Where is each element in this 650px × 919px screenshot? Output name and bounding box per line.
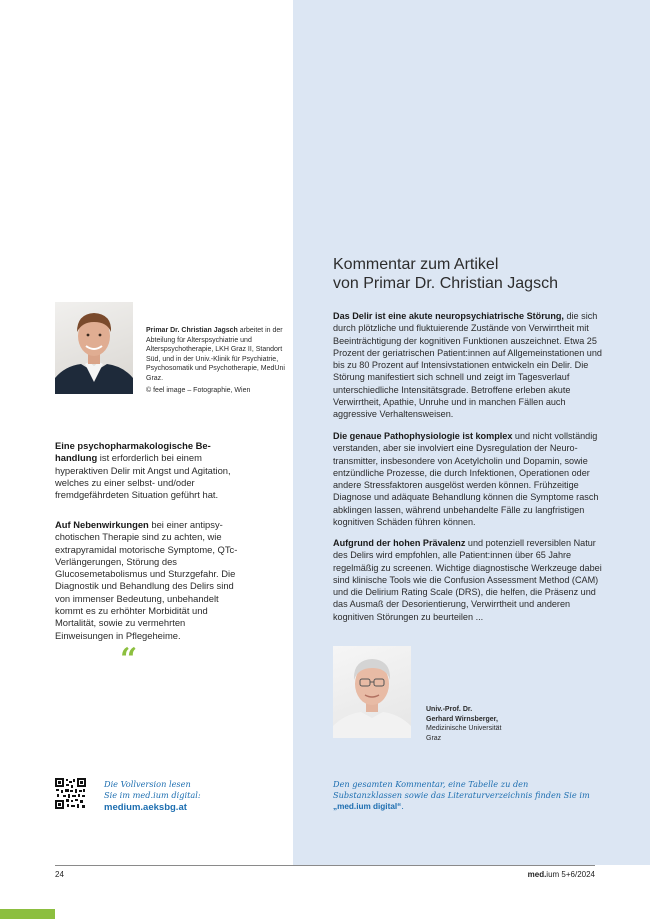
accent-bar [0,909,55,919]
author-caption-wirnsberger [426,705,546,743]
left-paragraph-2 [55,519,240,642]
commentary-paragraph-2 [333,430,603,528]
author-name: Primar Dr. Christian Jagsch [146,327,238,334]
magazine-issue [500,870,595,879]
promo-line1: Die Vollversion lesen [104,779,191,789]
commentary-title [333,255,633,293]
quote-mark-icon: “ [120,642,138,677]
left-paragraph-1 [55,440,240,501]
paragraph-lead: Die genaue Pathophysiologie ist komplex [333,431,513,441]
paragraph-lead: Das Delir ist eine akute neuropsychiatrische Störung, [333,311,564,321]
magazine-issue-text: ium 5+6/2024 [546,870,595,879]
author-bio: arbeitet in der Abteilung für Alterspsychiatrie und Alterspsychotherapie, LKH Graz II, Standort Süd, und in der Univ.-Klinik für Psychiatrie, Psychosomatik und Psychotherapie, MedUni Graz. [146,327,285,382]
photo-credit: © feel image – Fotographie, Wien [146,387,251,394]
commentary-title-line2: von Primar Dr. Christian Jagsch [333,274,558,292]
author-affiliation-line1: Medizinische Universität [426,725,502,733]
promo-line2: Sie im med.ium digital: [104,790,201,800]
promo-highlight: „med.ium digital“ [333,802,402,811]
author-name-line2: Gerhard Wirnsberger, [426,715,498,723]
paragraph-body: und nicht vollständig verstanden, aber sie involviert eine Dysregulation der Neuro-transmitter, insbesondere von Acetylcholin und Dopamin, sowie entzündliche Prozesse, die durch Infektionen, Operationen oder andere Stressfaktoren ausgelöst werden können. Frühzeitige Diagnose und adäquate Behandlung können die Symptome rasch abklingen lassen, während unbehandelte Fälle zu langfristigen kognitiven Schäden führen können. [333,431,599,528]
magazine-name-bold: med. [527,870,547,879]
commentary-paragraph-3 [333,537,603,623]
footer-divider [55,865,595,866]
digital-version-promo [104,779,274,801]
paragraph-body: bei einer antipsy-chotischen Therapie sind zu achten, wie extrapyramidal motorische Symptome, QTc-Verlängerungen, Störung des Glucosemetabolismus und Sturzgefahr. Die Diagnostik und Behandlung des Delirs sind von immenser Bedeutung, unbehandelt kommt es zu erhöhter Morbidität und Mortalität, sowie zu vermehrten Einweisungen in Pflegeheime. [55,519,238,641]
qr-code-icon[interactable] [55,778,86,809]
paragraph-lead: Auf Nebenwirkungen [55,519,149,530]
paragraph-lead: Eine psychopharmakologische Be-handlung [55,440,211,464]
author-name-line1: Univ.-Prof. Dr. [426,706,473,713]
paragraph-body: die sich durch plötzliche und fluktuierende Zustände von Verwirrtheit mit Beeinträchtigung der kognitiven Funktionen auszeichnet. Etwa 25 Prozent der geriatrischen Patient:innen auf Allgemeinstationen und bis zu 80 Prozent auf Intensivstationen entwickeln ein Delir. Die Störung manifestiert sich schnell und zeigt im Tagesverlauf unterschiedliche Intensitätsgrade. Betroffene erleben akute Verwirrtheit, Apathie, Unruhe und in manchen Fällen auch aggressive Verhaltensweisen. [333,311,602,420]
paragraph-body: ist erforderlich bei einem hyperaktiven Delir mit Angst und Agitation, welches zu einer selbst- und/oder fremdgefährdeten Situation geführt hat. [55,452,231,501]
author-portrait-wirnsberger [333,646,411,738]
author-affiliation-line2: Graz [426,734,442,742]
commentary-title-line1: Kommentar zum Artikel [333,255,499,273]
paragraph-body: und potenziell reversiblen Natur des Delirs wird empfohlen, alle Patient:innen über 65 Jahre regelmäßig zu screenen. Wichtige diagnostische Werkzeuge dabei sind klinische Tools wie die Confusion Assessment Method (CAM) und die Delirium Rating Scale (DRS), die helfen, die Präsenz und das Ausmaß der Desorientierung, Verwirrtheit und anderen kognitiven Störungen zu beurteilen ... [333,538,602,622]
digital-version-link[interactable]: medium.aeksbg.at [104,802,187,813]
paragraph-lead: Aufgrund der hohen Prävalenz [333,538,466,548]
full-commentary-promo [333,779,593,812]
author-portrait-jagsch [55,302,133,394]
promo-text: Den gesamten Kommentar, eine Tabelle zu den Substanzklassen sowie das Literaturverzeichnis finden Sie im [333,779,590,800]
author-caption-jagsch [146,326,286,384]
commentary-paragraph-1 [333,310,603,421]
promo-end: . [401,801,404,811]
page-number: 24 [55,870,64,879]
